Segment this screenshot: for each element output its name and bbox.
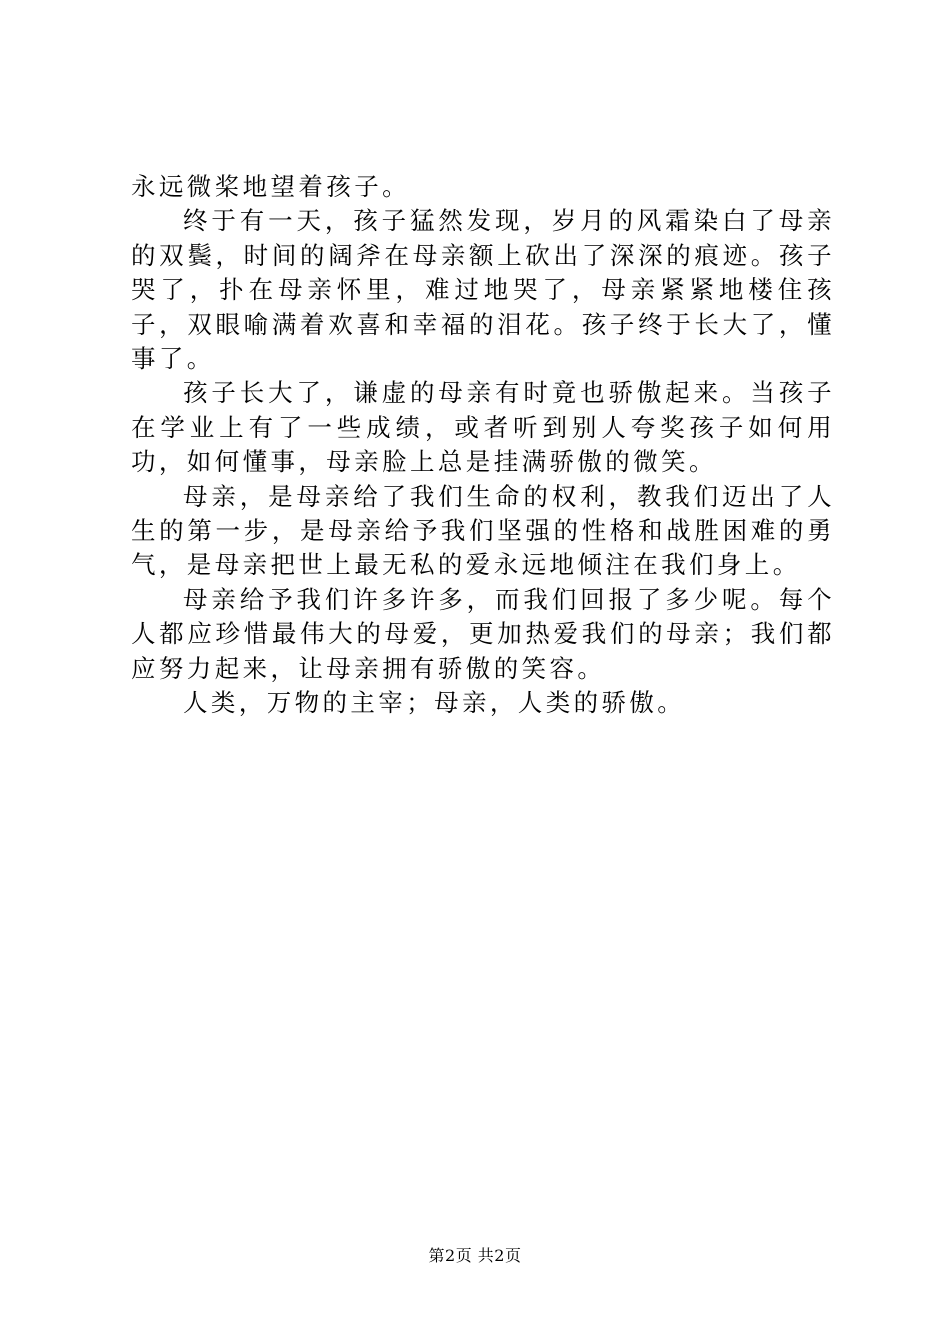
document-body bbox=[131, 170, 835, 721]
paragraph-4: 母亲，是母亲给了我们生命的权利，教我们迈出了人生的第一步，是母亲给予我们坚强的性格和战胜困难的勇气，是母亲把世上最无私的爱永远地倾注在我们身上。 bbox=[131, 481, 835, 580]
paragraph-6: 人类，万物的主宰；母亲，人类的骄傲。 bbox=[183, 688, 686, 718]
paragraph-5: 母亲给予我们许多许多，而我们回报了多少呢。每个人都应珍惜最伟大的母爱，更加热爱我们的母亲；我们都应努力起来，让母亲拥有骄傲的笑容。 bbox=[131, 584, 835, 683]
page-footer bbox=[0, 1244, 950, 1268]
paragraph-3: 孩子长大了，谦虚的母亲有时竟也骄傲起来。当孩子在学业上有了一些成绩，或者听到别人夸奖孩子如何用功，如何懂事，母亲脸上总是挂满骄傲的微笑。 bbox=[131, 378, 835, 477]
paragraph-1: 永远微桨地望着孩子。 bbox=[131, 172, 410, 201]
page-number: 第2页 共2页 bbox=[428, 1246, 522, 1265]
paragraph-2: 终于有一天，孩子猛然发现，岁月的风霜染白了母亲的双鬓，时间的阔斧在母亲额上砍出了深深的痕迹。孩子哭了，扑在母亲怀里，难过地哭了，母亲紧紧地楼住孩子，双眼喻满着欢喜和幸福的泪花。孩子终于长大了，懂事了。 bbox=[131, 206, 835, 374]
